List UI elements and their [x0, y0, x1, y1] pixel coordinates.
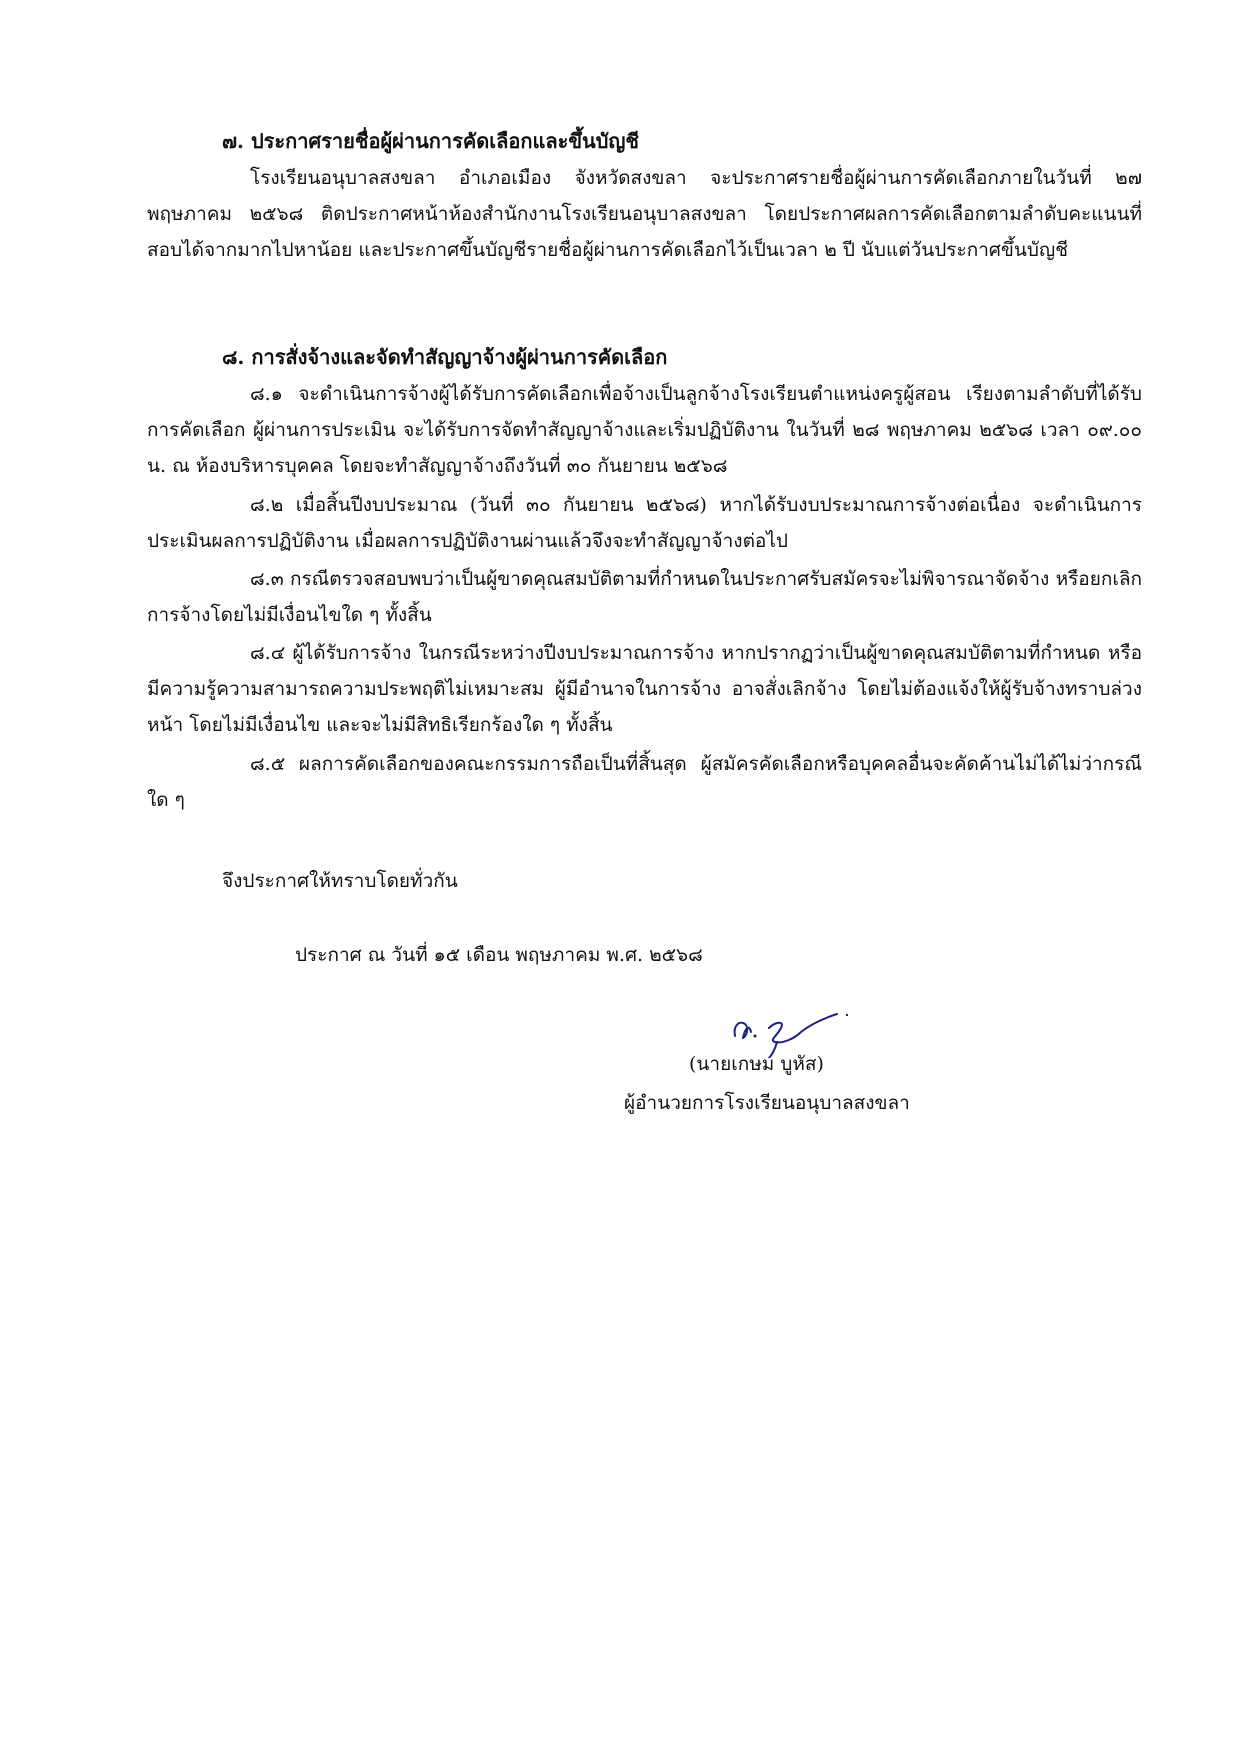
section-8-heading: ๘. การสั่งจ้างและจัดทำสัญญาจ้างผู้ผ่านการคัดเลือก: [222, 345, 668, 369]
signer-title: ผู้อำนวยการโรงเรียนอนุบาลสงขลา: [624, 1092, 910, 1114]
signer-name: (นายเกษม บูหัส): [689, 1053, 824, 1075]
section-8-4-paragraph: ๘.๔ ผู้ได้รับการจ้าง ในกรณีระหว่างปีงบประมาณการจ้าง หากปรากฏว่าเป็นผู้ขาดคุณสมบัติตามที่กำหนด หรือมีความรู้ความสามารถความประพฤติไม่เหมาะสม ผู้มีอำนาจในการจ้าง อาจสั่งเลิกจ้าง โดยไม่ต้องแจ้งให้ผู้รับจ้างทราบล่วงหน้า โดยไม่มีเงื่อนไข และจะไม่มีสิทธิเรียกร้องใด ๆ ทั้งสิ้น: [147, 642, 1142, 736]
section-8-1-paragraph: ๘.๑ จะดำเนินการจ้างผู้ได้รับการคัดเลือกเพื่อจ้างเป็นลูกจ้างโรงเรียนตำแหน่งครูผู้สอน เรียงตามลำดับที่ได้รับการคัดเลือก ผู้ผ่านการประเมิน จะได้รับการจัดทำสัญญาจ้างและเริ่มปฏิบัติงาน ในวันที่ ๒๘ พฤษภาคม ๒๕๖๘ เวลา ๐๙.๐๐ น. ณ ห้องบริหารบุคคล โดยจะทำสัญญาจ้างถึงวันที่ ๓๐ กันยายน ๒๕๖๘: [147, 383, 1142, 477]
announce-date: ประกาศ ณ วันที่ ๑๕ เดือน พฤษภาคม พ.ศ. ๒๕๖๘: [295, 944, 703, 966]
section-7-body: โรงเรียนอนุบาลสงขลา อำเภอเมือง จังหวัดสงขลา จะประกาศรายชื่อผู้ผ่านการคัดเลือกภายในวันที่ ๒๗ พฤษภาคม ๒๕๖๘ ติดประกาศหน้าห้องสำนักงานโรงเรียนอนุบาลสงขลา โดยประกาศผลการคัดเลือกตามลำดับคะแนนที่สอบได้จากมากไปหาน้อย และประกาศขึ้นบัญชีรายชื่อผู้ผ่านการคัดเลือกไว้เป็นเวลา ๒ ปี นับแต่วันประกาศขึ้นบัญชี: [147, 167, 1142, 261]
closing-statement: จึงประกาศให้ทราบโดยทั่วกัน: [222, 870, 458, 892]
section-8-5-paragraph: ๘.๕ ผลการคัดเลือกของคณะกรรมการถือเป็นที่สิ้นสุด ผู้สมัครคัดเลือกหรือบุคคลอื่นจะคัดค้านไม่ได้ไม่ว่ากรณีใด ๆ: [147, 753, 1142, 811]
section-8-2-paragraph: ๘.๒ เมื่อสิ้นปีงบประมาณ (วันที่ ๓๐ กันยายน ๒๕๖๘) หากได้รับงบประมาณการจ้างต่อเนื่อง จะดำเนินการประเมินผลการปฏิบัติงาน เมื่อผลการปฏิบัติงานผ่านแล้วจึงจะทำสัญญาจ้างต่อไป: [147, 494, 1142, 552]
section-8-3-paragraph: ๘.๓ กรณีตรวจสอบพบว่าเป็นผู้ขาดคุณสมบัติตามที่กำหนดในประกาศรับสมัครจะไม่พิจารณาจัดจ้าง หรือยกเลิกการจ้างโดยไม่มีเงื่อนไขใด ๆ ทั้งสิ้น: [147, 568, 1142, 626]
section-7-heading: ๗. ประกาศรายชื่อผู้ผ่านการคัดเลือกและขึ้นบัญชี: [222, 129, 640, 153]
